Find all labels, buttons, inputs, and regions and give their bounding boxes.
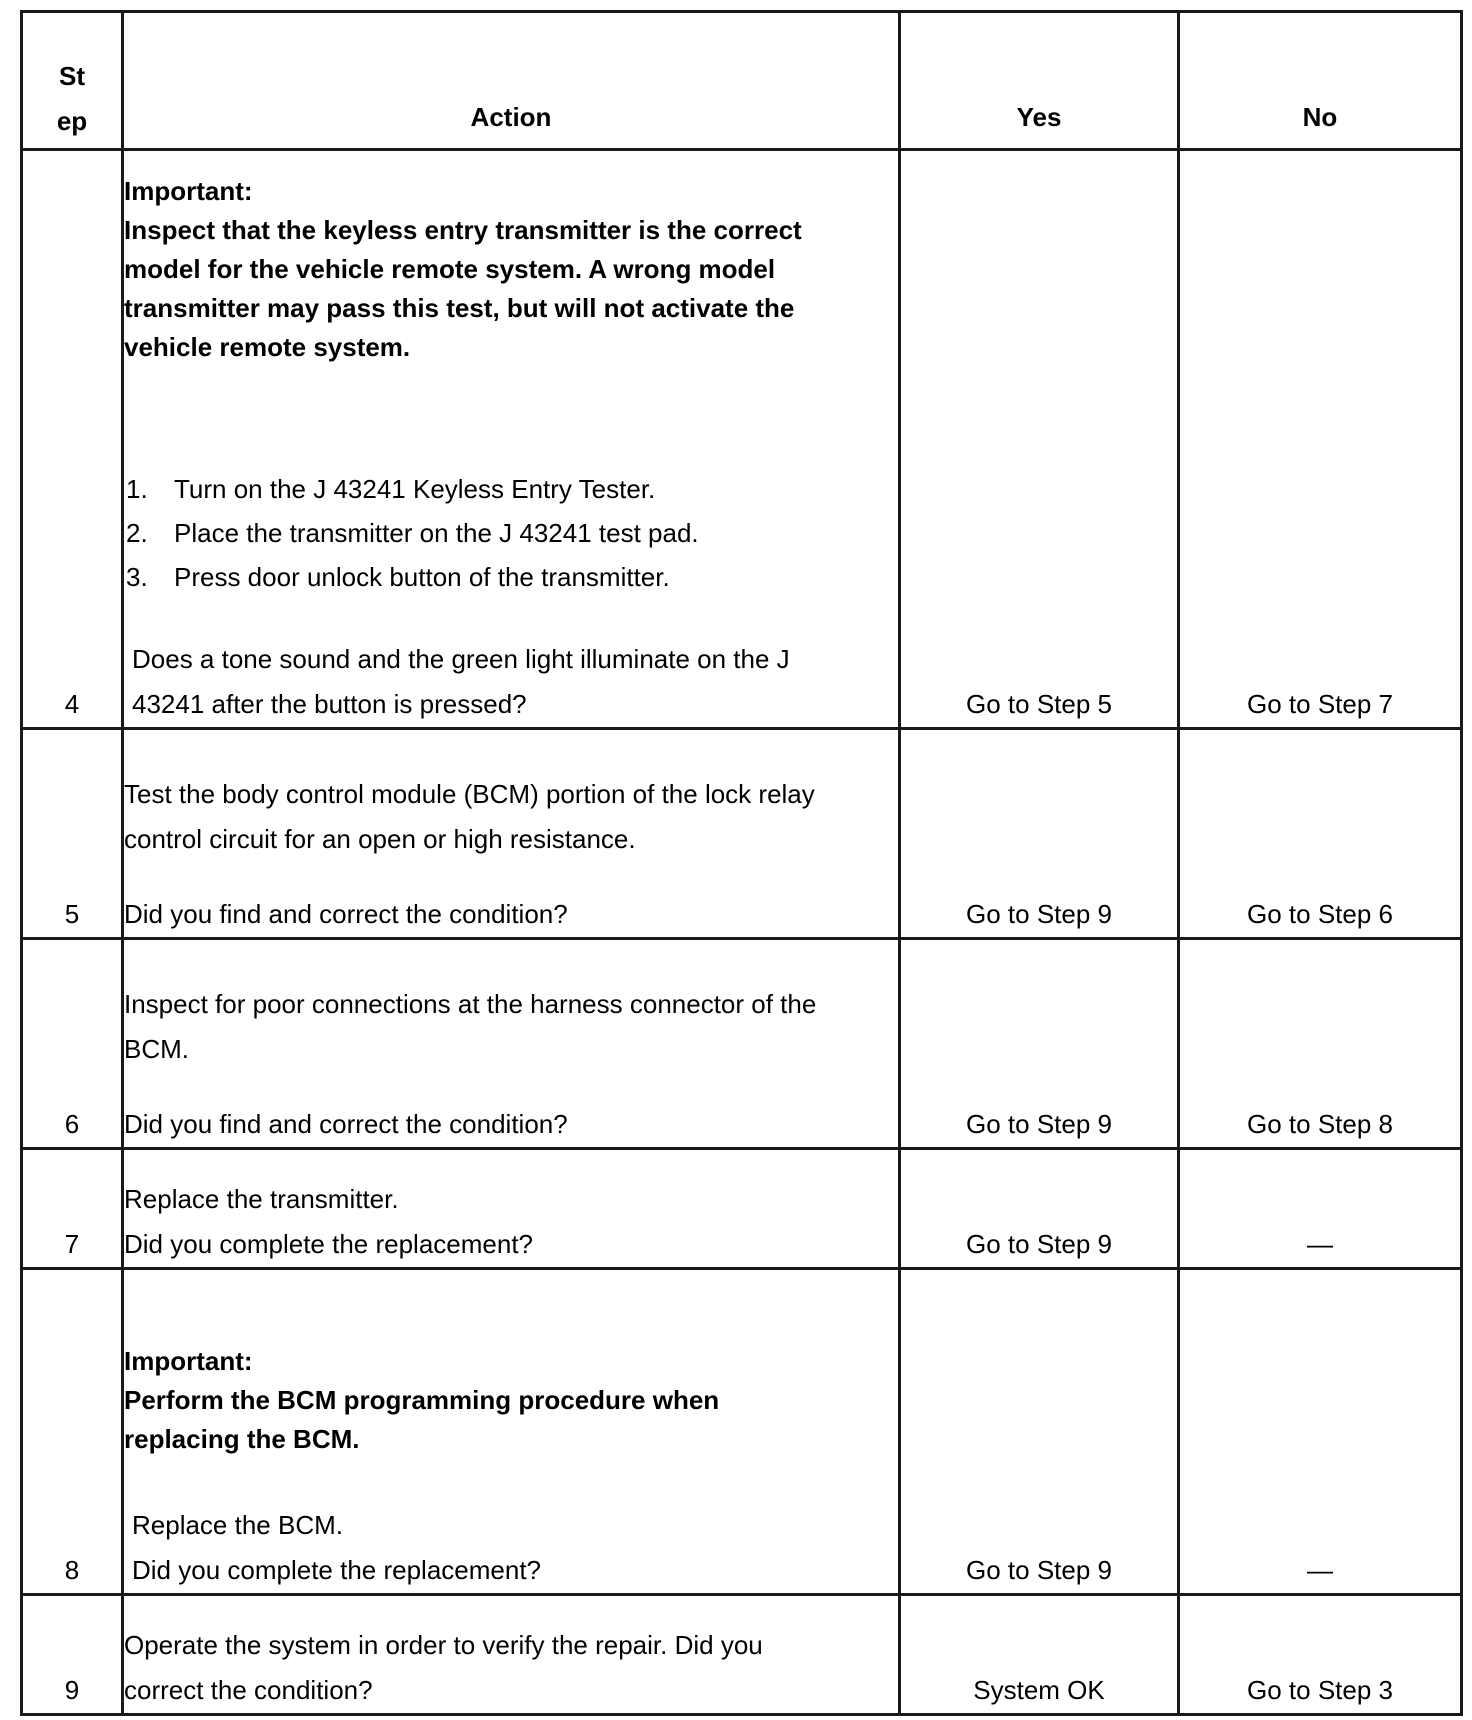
list-item-number: 3. bbox=[126, 562, 148, 592]
list-item bbox=[124, 511, 898, 555]
no-result: Go to Step 3 bbox=[1179, 1595, 1462, 1715]
list-item-number: 2. bbox=[126, 518, 148, 548]
no-result: Go to Step 8 bbox=[1179, 939, 1462, 1149]
procedure-list bbox=[124, 467, 898, 599]
header-action: Action bbox=[123, 12, 900, 150]
table-row bbox=[22, 1269, 1462, 1595]
list-item bbox=[124, 467, 898, 511]
list-item-number: 1. bbox=[126, 474, 148, 504]
question-text: Does a tone sound and the green light illuminate on the J 43241 after the button is pressed? bbox=[132, 644, 790, 719]
table-row bbox=[22, 1149, 1462, 1269]
question-text: Did you find and correct the condition? bbox=[124, 899, 568, 929]
yes-result: Go to Step 9 bbox=[900, 1149, 1179, 1269]
yes-result: Go to Step 9 bbox=[900, 939, 1179, 1149]
header-no: No bbox=[1179, 12, 1462, 150]
action-text: Replace the transmitter. bbox=[124, 1184, 399, 1214]
table-row bbox=[22, 1595, 1462, 1715]
important-text: Inspect that the keyless entry transmitter is the correct model for the vehicle remote system. A wrong model transmitter may pass this test, but will not activate the vehicle remote system. bbox=[124, 215, 802, 362]
important-note bbox=[124, 172, 898, 367]
action-text: Test the body control module (BCM) portion of the lock relay control circuit for an open or high resistance. bbox=[124, 779, 815, 854]
important-title: Important: bbox=[124, 1346, 253, 1376]
table-row bbox=[22, 729, 1462, 939]
step-number: 8 bbox=[22, 1269, 123, 1595]
no-result: — bbox=[1179, 1269, 1462, 1595]
yes-result: Go to Step 5 bbox=[900, 150, 1179, 729]
action-text: Replace the BCM. bbox=[132, 1510, 343, 1540]
table-row bbox=[22, 150, 1462, 729]
step-number: 7 bbox=[22, 1149, 123, 1269]
list-item-text: Place the transmitter on the J 43241 test pad. bbox=[174, 518, 699, 548]
action-cell bbox=[123, 729, 900, 939]
list-item bbox=[124, 555, 898, 599]
action-text: Inspect for poor connections at the harness connector of the BCM. bbox=[124, 989, 817, 1064]
step-number: 9 bbox=[22, 1595, 123, 1715]
list-item-text: Turn on the J 43241 Keyless Entry Tester. bbox=[174, 474, 656, 504]
no-result: Go to Step 7 bbox=[1179, 150, 1462, 729]
step-number: 6 bbox=[22, 939, 123, 1149]
no-result: Go to Step 6 bbox=[1179, 729, 1462, 939]
action-cell bbox=[123, 1595, 900, 1715]
no-result: — bbox=[1179, 1149, 1462, 1269]
action-cell bbox=[123, 150, 900, 729]
action-text: Operate the system in order to verify the repair. Did you correct the condition? bbox=[124, 1630, 763, 1705]
question-text: Did you find and correct the condition? bbox=[124, 1109, 568, 1139]
header-yes: Yes bbox=[900, 12, 1179, 150]
question-text: Did you complete the replacement? bbox=[132, 1555, 542, 1585]
list-item-text: Press door unlock button of the transmitter. bbox=[174, 562, 670, 592]
important-note bbox=[124, 1342, 898, 1459]
yes-result: System OK bbox=[900, 1595, 1179, 1715]
header-row bbox=[22, 12, 1462, 150]
header-step bbox=[22, 12, 123, 150]
important-text: Perform the BCM programming procedure when replacing the BCM. bbox=[124, 1385, 720, 1454]
yes-result: Go to Step 9 bbox=[900, 729, 1179, 939]
diagnostic-table bbox=[20, 10, 1463, 1716]
step-number: 5 bbox=[22, 729, 123, 939]
header-step-label: St ep bbox=[56, 61, 88, 136]
question-text: Did you complete the replacement? bbox=[124, 1229, 534, 1259]
table-row bbox=[22, 939, 1462, 1149]
important-title: Important: bbox=[124, 176, 253, 206]
action-cell bbox=[123, 939, 900, 1149]
yes-result: Go to Step 9 bbox=[900, 1269, 1179, 1595]
action-cell bbox=[123, 1269, 900, 1595]
step-number: 4 bbox=[22, 150, 123, 729]
action-cell bbox=[123, 1149, 900, 1269]
